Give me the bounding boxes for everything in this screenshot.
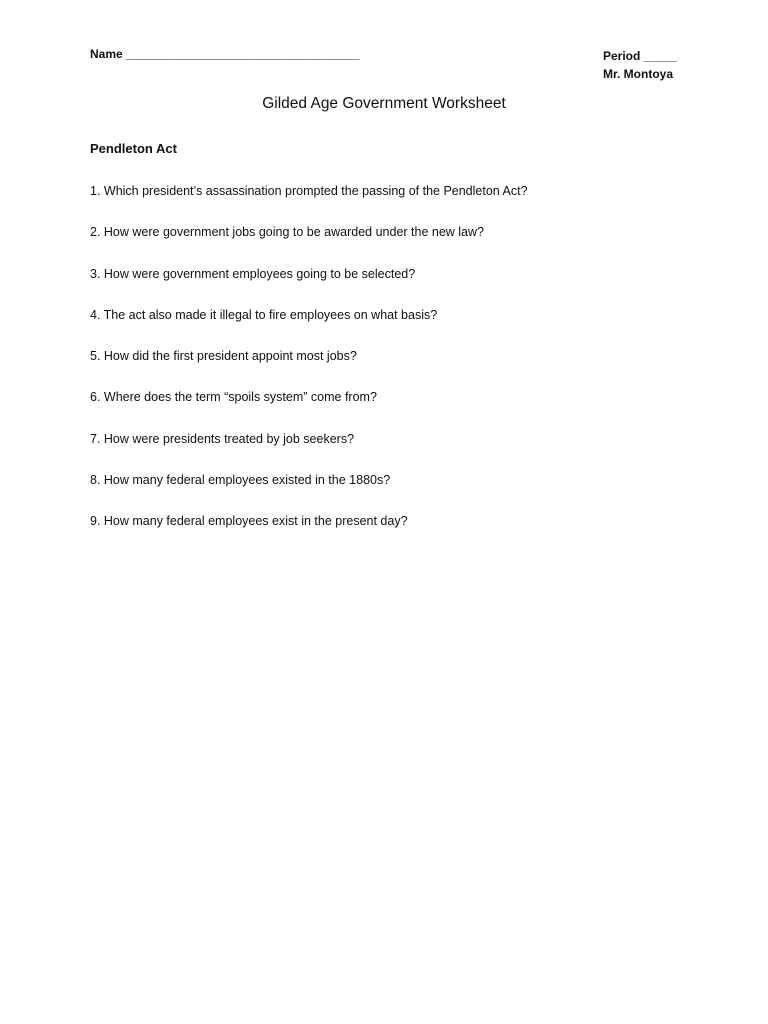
period-field-label: Period _____	[603, 49, 678, 63]
question-item: 8. How many federal employees existed in the 1880s?	[90, 473, 391, 488]
header-right-block	[603, 47, 677, 83]
question-item: 6. Where does the term “spoils system” come from?	[90, 390, 377, 405]
question-item: 7. How were presidents treated by job seekers?	[90, 431, 355, 446]
question-list	[90, 182, 730, 554]
question-item: 9. How many federal employees exist in the present day?	[90, 514, 408, 529]
question-item: 3. How were government employees going to be selected?	[90, 266, 416, 281]
section-heading: Pendleton Act	[90, 141, 177, 156]
worksheet-title: Gilded Age Government Worksheet	[262, 95, 506, 112]
question-item: 1. Which president’s assassination prompted the passing of the Pendleton Act?	[90, 184, 528, 198]
name-field-label: Name ___________________________________	[90, 47, 360, 61]
question-item: 2. How were government jobs going to be awarded under the new law?	[90, 225, 484, 240]
teacher-name: Mr. Montoya	[603, 67, 674, 81]
question-item: 4. The act also made it illegal to fire employees on what basis?	[90, 307, 438, 322]
question-item: 5. How did the first president appoint most jobs?	[90, 349, 357, 364]
